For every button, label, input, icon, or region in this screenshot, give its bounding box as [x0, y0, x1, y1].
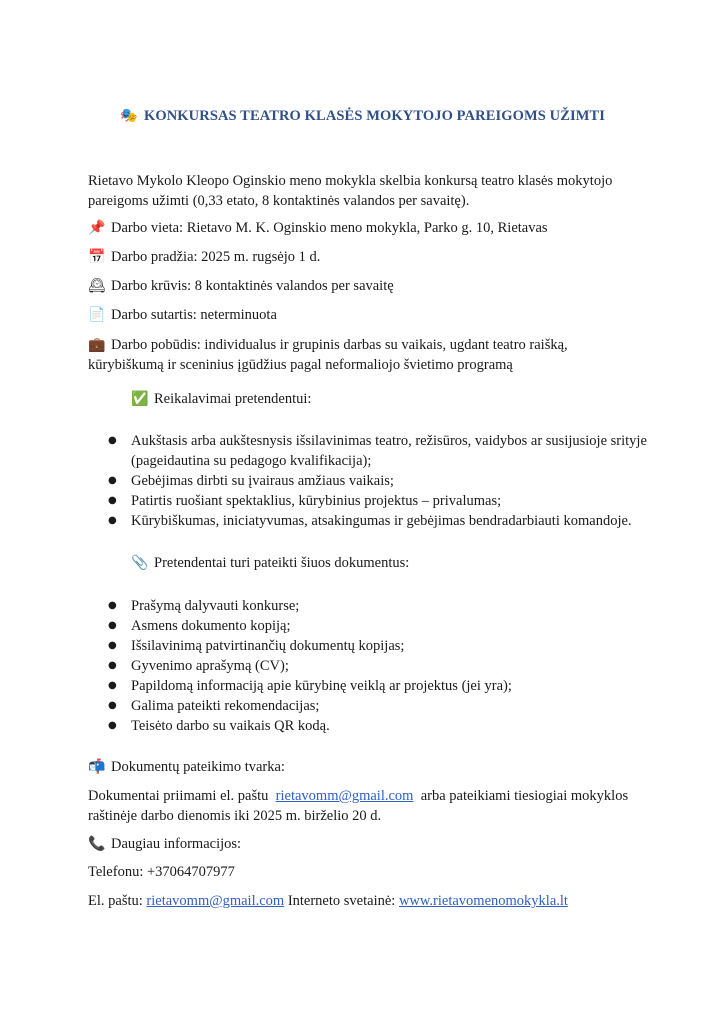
requirements-heading-text: Reikalavimai pretendentui: — [154, 391, 312, 407]
contact-email-link[interactable]: rietavomm@gmail.com — [146, 893, 285, 909]
list-item: ● Prašymą dalyvauti konkurse; — [88, 596, 663, 616]
documents-heading-text: Pretendentai turi pateikti šiuos dokumentus: — [154, 555, 410, 571]
contacts-phone: Telefonu: +37064707977 — [88, 864, 235, 880]
pushpin-icon: 📌 — [88, 220, 106, 236]
clock-icon: 🕰 — [88, 278, 106, 294]
detail-work-nature — [88, 335, 588, 375]
requirements-list — [88, 431, 663, 531]
submission-heading — [88, 757, 648, 777]
detail-text: Darbo sutartis: neterminuota — [111, 307, 277, 323]
document-icon: 📄 — [88, 307, 106, 323]
list-item: ● Gyvenimo aprašymą (CV); — [88, 656, 663, 676]
website-link[interactable]: www.rietavomenomokykla.lt — [398, 893, 568, 909]
list-item: ● Išsilavinimą patvirtinančių dokumentų kopijas; — [88, 636, 663, 656]
detail-text: Darbo krūvis: 8 kontaktinės valandos per savaitę — [111, 278, 394, 294]
email-label: El. paštu: — [88, 893, 143, 909]
detail-workload — [88, 276, 648, 296]
detail-text: Darbo vieta: Rietavo M. K. Oginskio meno mokykla, Parko g. 10, Rietavas — [111, 220, 548, 236]
calendar-icon: 📅 — [88, 249, 106, 265]
page-title-text: KONKURSAS TEATRO KLASĖS MOKYTOJO PAREIGOMS UŽIMTI — [143, 108, 606, 124]
briefcase-icon: 💼 — [88, 337, 106, 353]
list-item: ● Gebėjimas dirbti su įvairaus amžiaus vaikais; — [88, 471, 663, 491]
intro-paragraph: Rietavo Mykolo Kleopo Oginskio meno mokykla skelbia konkursą teatro klasės mokytojo pareigoms užimti (0,33 etato, 8 kontaktinės valandos per savaitę). — [88, 173, 613, 209]
requirements-heading — [131, 389, 311, 409]
contacts-heading-text: Daugiau informacijos: — [111, 836, 242, 852]
list-item: ● Patirtis ruošiant spektaklius, kūrybinius projektus – privalumas; — [88, 491, 663, 511]
detail-start-date — [88, 247, 648, 267]
paperclip-icon: 📎 — [131, 555, 149, 571]
theater-masks-icon: 🎭 — [120, 108, 138, 124]
detail-work-place — [88, 218, 648, 238]
detail-text: Darbo pobūdis: individualus ir grupinis darbas su vaikais, ugdant teatro raišką, kūrybiškumą ir sceninius įgūdžius pagal neformaliojo švietimo programą — [88, 337, 568, 373]
phone-icon: 📞 — [88, 836, 106, 852]
list-item: ● Teisėto darbo su vaikais QR kodą. — [88, 716, 663, 736]
list-item: ● Asmens dokumento kopiją; — [88, 616, 663, 636]
submission-text-after: arba pateikiami tiesiogiai mokyklos raštinėje darbo dienomis iki 2025 m. birželio 20 d. — [88, 788, 629, 824]
documents-heading — [131, 553, 409, 573]
list-item: ● Aukštasis arba aukštesnysis išsilavinimas teatro, režisūros, vaidybos ar susijusioje srityje (pageidautina su pedagogo kvalifikacija); — [88, 431, 663, 471]
list-item: ● Galima pateikti rekomendacijas; — [88, 696, 663, 716]
submission-email-link[interactable]: rietavomm@gmail.com — [275, 788, 414, 804]
check-mark-icon: ✅ — [131, 391, 149, 407]
detail-text: Darbo pradžia: 2025 m. rugsėjo 1 d. — [111, 249, 321, 265]
mailbox-icon: 📬 — [88, 759, 106, 775]
page-title — [0, 108, 725, 125]
website-label: Interneto svetainė: — [287, 893, 396, 909]
contacts-links — [88, 891, 688, 911]
submission-paragraph — [88, 786, 653, 826]
submission-heading-text: Dokumentų pateikimo tvarka: — [111, 759, 285, 775]
contacts-heading — [88, 834, 648, 854]
list-item: ● Kūrybiškumas, iniciatyvumas, atsakingumas ir gebėjimas bendradarbiauti komandoje. — [88, 511, 663, 531]
documents-list — [88, 596, 663, 736]
list-item: ● Papildomą informaciją apie kūrybinę veiklą ar projektus (jei yra); — [88, 676, 663, 696]
detail-contract — [88, 305, 648, 325]
submission-text-before: Dokumentai priimami el. paštu — [88, 788, 269, 804]
